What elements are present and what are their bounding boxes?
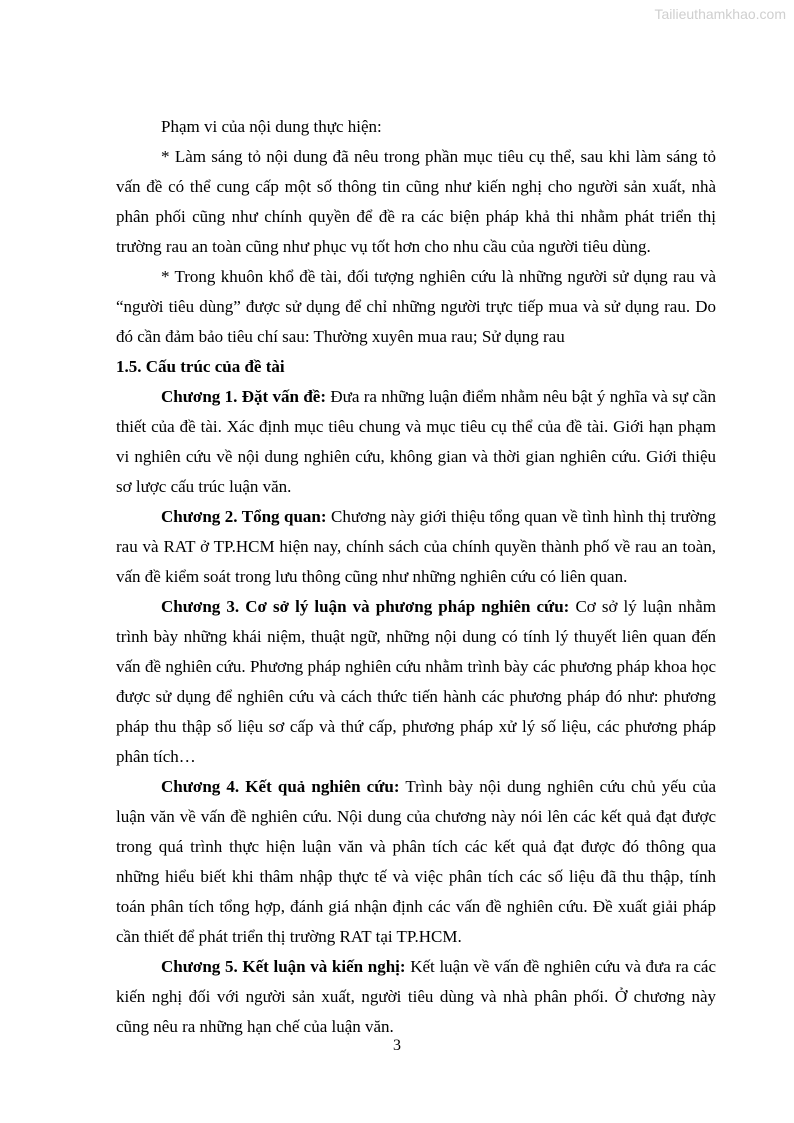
- chapter-5-title: [161, 957, 406, 976]
- chapter-1-title: Chương 1. Đặt vấn đề:: [161, 387, 326, 406]
- scope-bullet-1: * Làm sáng tỏ nội dung đã nêu trong phần mục tiêu cụ thể, sau khi làm sáng tỏ vấn đề có thể cung cấp một số thông tin cũng như kiến nghị cho người sản xuất, nhà phân phối cũng như chính quyền để đề ra các biện pháp khả thi nhằm phát triển thị trường rau an toàn cũng như phục vụ tốt hơn cho nhu cầu của người tiêu dùng.: [116, 147, 716, 256]
- chapter-3: [116, 592, 716, 772]
- chapter-1-text: Đưa ra những luận điểm nhằm nêu bật ý nghĩa và sự cần thiết của đề tài. Xác định mục tiêu chung và mục tiêu cụ thể của đề tài. Giới hạn phạm vi nghiên cứu về nội dung nghiên cứu, không gian và thời gian nghiên cứu. Giới thiệu sơ lược cấu trúc luận văn.: [116, 387, 716, 496]
- chapter-2: [116, 502, 716, 592]
- chapter-5-title-main: Chương 5. Kết luận và kiến ngh: [161, 957, 396, 976]
- watermark: Tailieuthamkhao.com: [654, 6, 786, 22]
- chapter-4-title: Chương 4. Kết quả nghiên cứu:: [161, 777, 400, 796]
- chapter-5-title-underlined: ị: [395, 957, 400, 976]
- chapter-4-text: Trình bày nội dung nghiên cứu chủ yếu của luận văn về vấn đề nghiên cứu. Nội dung của chương này nói lên các kết quả đạt được trong quá trình thực hiện luận văn và phân tích các kết quả đạt được đó thông qua những hiểu biết khi thâm nhập thực tế và việc phân tích các số liệu đã thu thập, tính toán phân tích tổng hợp, đánh giá nhận định các vấn đề nghiên cứu. Đề xuất giải pháp cần thiết để phát triển thị trường RAT tại TP.HCM.: [116, 777, 716, 946]
- chapter-3-text: Cơ sở lý luận nhằm trình bày những khái niệm, thuật ngữ, những nội dung có tính lý thuyết liên quan đến vấn đề nghiên cứu. Phương pháp nghiên cứu nhằm trình bày các phương pháp khoa học được sử dụng để nghiên cứu và cách thức tiến hành các phương pháp đó như: phương pháp thu thập số liệu sơ cấp và thứ cấp, phương pháp xử lý số liệu, các phương pháp phân tích…: [116, 597, 716, 766]
- chapter-3-title: Chương 3. Cơ sở lý luận và phương pháp nghiên cứu:: [161, 597, 570, 616]
- chapter-5: [116, 952, 716, 1042]
- page-number: 3: [393, 1037, 401, 1054]
- scope-title: Phạm vi của nội dung thực hiện:: [161, 117, 382, 136]
- section-heading: 1.5. Cấu trúc của đề tài: [116, 357, 285, 376]
- scope-bullet-2: * Trong khuôn khổ đề tài, đối tượng nghiên cứu là những người sử dụng rau và “người tiêu dùng” được sử dụng để chỉ những người trực tiếp mua và sử dụng rau. Do đó cần đảm bảo tiêu chí sau: Thường xuyên mua rau; Sử dụng rau: [116, 267, 716, 346]
- chapter-2-text: Chương này giới thiệu tổng quan về tình hình thị trường rau và RAT ở TP.HCM hiện nay, chính sách của chính quyền thành phố về rau an toàn, vấn đề kiểm soát trong lưu thông cũng như những nghiên cứu có liên quan.: [116, 507, 716, 586]
- document-page: [116, 112, 716, 1042]
- chapter-5-title-end: :: [399, 957, 406, 976]
- chapter-1: [116, 382, 716, 502]
- chapter-2-title: Chương 2. Tổng quan:: [161, 507, 327, 526]
- chapter-5-text: Kết luận về vấn đề nghiên cứu và đưa ra các kiến nghị đối với người sản xuất, người tiêu dùng và nhà phân phối. Ở chương này cũng nêu ra những hạn chế của luận văn.: [116, 957, 716, 1036]
- chapter-4: [116, 772, 716, 952]
